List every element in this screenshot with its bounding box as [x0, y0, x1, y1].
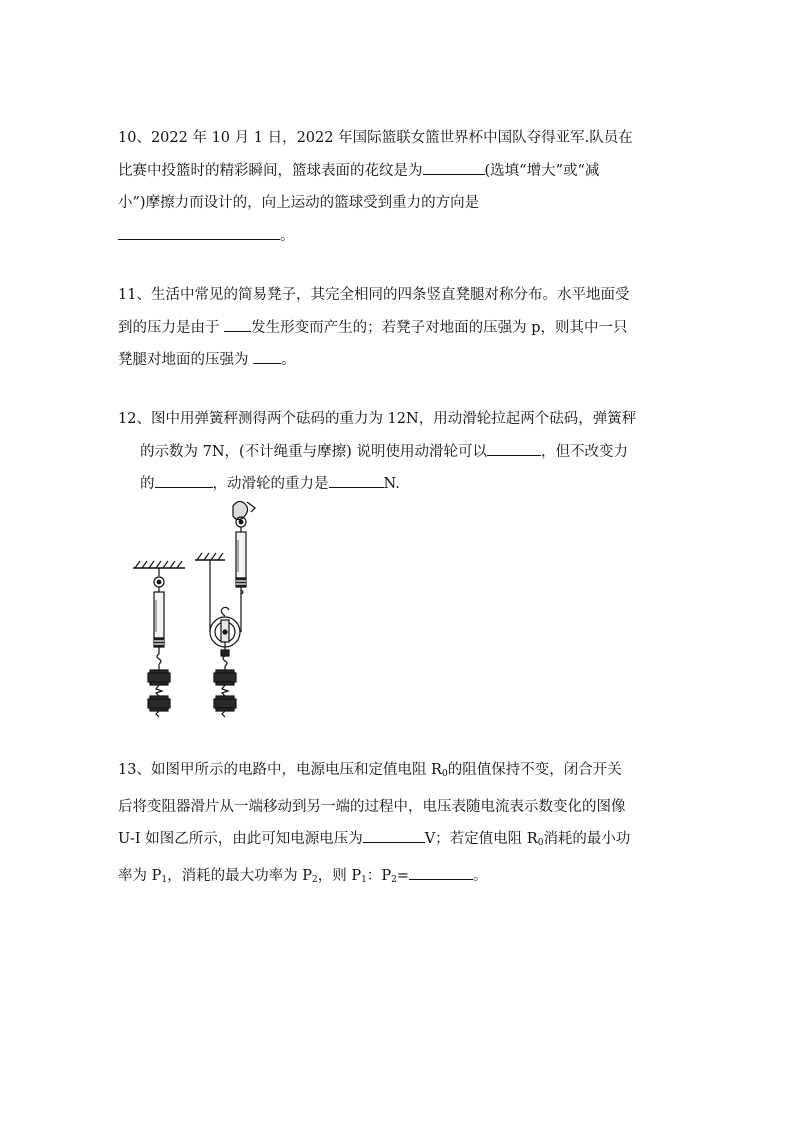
q13-text: 13、如图甲所示的电路中，电源电压和定值电阻 R	[118, 762, 442, 778]
q10-line-1: 10、2022 年 10 月 1 日，2022 年国际篮联女篮世界杯中国队夺得亚军.队员在	[118, 130, 633, 146]
answer-blank	[224, 313, 251, 332]
q11-text: 。	[281, 352, 296, 368]
answer-blank	[487, 437, 541, 456]
q10-line-3: 小”)摩擦力而设计的，向上运动的篮球受到重力的方向是	[118, 195, 480, 211]
subscript: 0	[537, 838, 544, 848]
weights-right	[214, 670, 236, 717]
answer-blank	[118, 221, 280, 240]
q11-line-2	[118, 312, 678, 345]
answer-blank	[253, 345, 281, 364]
question-12	[118, 403, 678, 501]
q13-text: U-I 如图乙所示，由此可知电源电压为	[118, 831, 363, 847]
q13-text: 的阻值保持不变，闭合开关	[447, 762, 622, 778]
q13-text: V；若定值电阻 R	[424, 831, 538, 847]
spring-scale-left	[154, 568, 164, 670]
q13-line-3	[118, 823, 678, 860]
q10-text: (选填“增大”或“减	[484, 162, 600, 179]
q12-line-3	[118, 468, 678, 501]
q13-line-2: 后将变阻器滑片从一端移动到另一端的过程中，电压表随电流表示数变化的图像	[118, 798, 626, 815]
q13-text: ：P	[366, 867, 392, 884]
weights-left	[148, 670, 170, 717]
answer-blank	[155, 469, 213, 488]
subscript: 0	[441, 769, 448, 779]
ceiling-right	[195, 553, 225, 560]
q13-text: 。	[472, 867, 488, 884]
q10-text: 。	[280, 227, 295, 244]
q12-line-1: 12、图中用弹簧秤测得两个砝码的重力为 12N，用动滑轮拉起两个砝码，弹簧秤	[118, 411, 637, 427]
answer-blank	[329, 469, 384, 488]
subscript: 2	[391, 874, 397, 885]
q11-line-3	[118, 344, 678, 377]
q12-text: ，动滑轮的重力是	[212, 476, 329, 492]
q13-text: ，消耗的最大功率为 P	[167, 867, 312, 884]
q11-text: 到的压力是由于	[118, 319, 225, 336]
pulley-figure	[125, 498, 275, 720]
q12-text: ，但不改变力	[540, 443, 628, 460]
q11-text: 发生形变而产生的；若凳子对地面的压强为 p，则其中一只	[251, 319, 628, 336]
q13-text: 消耗的最小功	[543, 831, 631, 847]
q13-text: =	[396, 867, 409, 884]
answer-blank	[423, 156, 485, 175]
q13-text: ，则 P	[317, 867, 362, 884]
question-11	[118, 279, 678, 377]
subscript: 1	[161, 874, 168, 885]
question-13	[118, 754, 678, 896]
q10-line-2	[118, 155, 678, 188]
q12-text: 的示数为 7N，(不计绳重与摩擦) 说明使用动滑轮可以	[140, 443, 487, 460]
ceiling-left	[133, 561, 185, 568]
q13-line-4	[118, 860, 678, 897]
q13-text: 率为 P	[118, 867, 162, 884]
answer-blank	[363, 824, 425, 843]
question-10	[118, 122, 678, 252]
q11-line-1: 11、生活中常见的简易凳子，其完全相同的四条竖直凳腿对称分布。水平地面受	[118, 287, 630, 303]
q12-text: N.	[383, 476, 400, 492]
spring-scale-right	[233, 501, 255, 594]
subscript: 1	[361, 874, 367, 885]
q12-line-2	[118, 436, 678, 469]
q10-text: 比赛中投篮时的精彩瞬间，篮球表面的花纹是为	[118, 162, 423, 179]
q12-text: 的	[140, 476, 155, 492]
subscript: 2	[311, 874, 318, 885]
q10-line-4	[118, 220, 678, 253]
answer-blank	[409, 861, 473, 880]
q13-line-1	[118, 754, 678, 791]
q11-text: 凳腿对地面的压强为	[118, 352, 254, 368]
